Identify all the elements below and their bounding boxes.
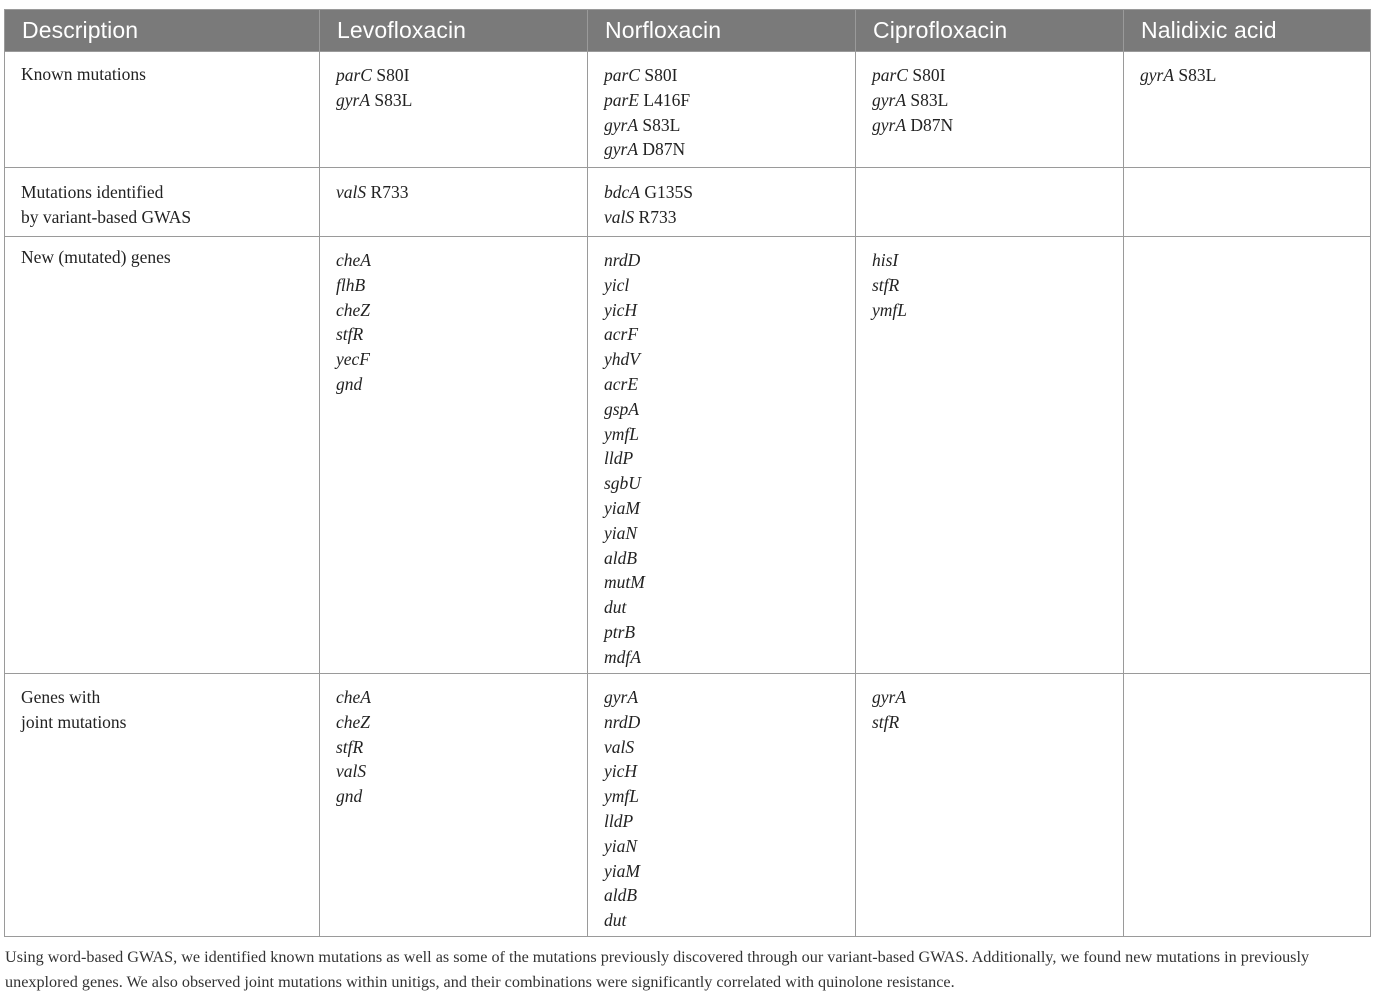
gene-entry — [604, 322, 849, 347]
header-description: Description — [5, 10, 320, 52]
gene-name: nrdD — [604, 250, 641, 270]
gene-entry — [336, 88, 581, 113]
gene-name: yicH — [604, 299, 638, 320]
gene-name: yiaM — [604, 860, 640, 881]
gene-entry — [336, 298, 581, 323]
gene-entry — [604, 809, 849, 834]
gene-name: parE — [604, 89, 639, 110]
gene-entry — [336, 322, 581, 347]
mutation-label: R733 — [638, 206, 677, 227]
gene-name: yiaM — [604, 497, 640, 518]
table-row-variant — [5, 168, 1371, 237]
header-norfloxacin: Norfloxacin — [588, 10, 856, 52]
gene-name: gyrA — [604, 687, 639, 707]
cell-ciprofloxacin — [856, 237, 1124, 674]
gene-name: yiaN — [604, 835, 638, 856]
mutation-label: L416F — [643, 89, 691, 110]
gene-entry — [604, 595, 849, 620]
gene-entry — [336, 685, 581, 710]
mutation-label: D87N — [910, 114, 954, 135]
gene-entry — [604, 685, 849, 710]
gene-name: dut — [604, 910, 627, 931]
gene-name: dut — [604, 597, 627, 618]
gene-entry — [604, 735, 849, 760]
gene-name: flhB — [336, 274, 366, 295]
gene-entry — [604, 273, 849, 298]
gene-entry — [604, 759, 849, 784]
cell-norfloxacin — [588, 674, 856, 937]
gene-name: cheA — [336, 250, 371, 270]
gene-name: gyrA — [872, 687, 907, 707]
gene-name: parC — [872, 65, 908, 85]
gene-entry — [336, 63, 581, 88]
gene-entry — [604, 859, 849, 884]
row-description — [5, 237, 320, 674]
row-description — [5, 168, 320, 237]
cell-nalidixic-acid — [1124, 237, 1371, 674]
gene-name: bdcA — [604, 182, 640, 202]
cell-nalidixic-acid — [1124, 674, 1371, 937]
cell-levofloxacin — [320, 237, 588, 674]
gene-entry — [604, 883, 849, 908]
gene-entry — [604, 63, 849, 88]
gene-name: lldP — [604, 810, 634, 831]
gene-entry — [604, 347, 849, 372]
gene-entry — [872, 63, 1117, 88]
description-line: Known mutations — [21, 64, 146, 84]
gene-name: gyrA — [872, 89, 907, 110]
mutation-label: R733 — [370, 182, 409, 202]
table-row-joint — [5, 674, 1371, 937]
gene-name: acrE — [604, 373, 639, 394]
mutation-label: S80I — [376, 65, 410, 85]
gene-entry — [604, 645, 849, 670]
cell-levofloxacin — [320, 52, 588, 168]
gene-entry — [604, 298, 849, 323]
gene-entry — [604, 784, 849, 809]
gene-name: hisI — [872, 250, 899, 270]
header-row — [5, 10, 1371, 52]
gene-name: nrdD — [604, 711, 641, 732]
gene-name: cheZ — [336, 299, 371, 320]
gene-name: ptrB — [604, 621, 636, 642]
gene-entry — [604, 496, 849, 521]
gene-name: stfR — [872, 274, 900, 295]
gene-name: stfR — [872, 711, 900, 732]
gene-name: yecF — [336, 349, 370, 370]
gene-entry — [872, 273, 1117, 298]
gene-entry — [336, 735, 581, 760]
gene-entry — [336, 784, 581, 809]
gene-entry — [604, 248, 849, 273]
cell-ciprofloxacin — [856, 52, 1124, 168]
gene-name: ymfL — [604, 423, 639, 444]
table-row-new — [5, 237, 1371, 674]
gene-name: gyrA — [604, 114, 639, 135]
gene-entry — [604, 137, 849, 162]
gene-name: yiaN — [604, 522, 638, 543]
cell-nalidixic-acid — [1124, 168, 1371, 237]
gene-name: ymfL — [872, 299, 907, 320]
gene-name: parC — [336, 65, 372, 85]
row-description — [5, 674, 320, 937]
gene-entry — [336, 759, 581, 784]
gene-entry — [872, 685, 1117, 710]
gene-entry — [872, 88, 1117, 113]
gene-name: cheZ — [336, 711, 371, 732]
description-line: joint mutations — [21, 711, 127, 732]
mutation-label: S83L — [374, 89, 413, 110]
gene-name: gspA — [604, 398, 639, 419]
mutation-label: D87N — [642, 139, 686, 160]
header-ciprofloxacin: Ciprofloxacin — [856, 10, 1124, 52]
gene-entry — [604, 546, 849, 571]
gene-name: yhdV — [604, 349, 640, 370]
gene-name: valS — [336, 761, 367, 782]
results-table — [4, 9, 1371, 937]
gene-name: gyrA — [336, 89, 371, 110]
mutation-label: S83L — [910, 89, 949, 110]
gene-entry — [872, 710, 1117, 735]
gene-name: aldB — [604, 885, 638, 906]
table-caption: Using word-based GWAS, we identified known mutations as well as some of the mutations previously discovered through our variant-based GWAS. Additionally, we found new mutations in previously unexplored genes. We also observed joint mutations within unitigs, and their combinations were significantly correlated with quinolone resistance. — [5, 948, 1310, 991]
description-line: by variant-based GWAS — [21, 206, 192, 227]
gene-name: gyrA — [604, 139, 639, 160]
mutation-label: S83L — [642, 114, 681, 135]
cell-norfloxacin — [588, 168, 856, 237]
gene-name: parC — [604, 65, 640, 85]
gene-entry — [604, 113, 849, 138]
gene-entry — [604, 88, 849, 113]
gene-name: acrF — [604, 324, 639, 345]
cell-norfloxacin — [588, 52, 856, 168]
gene-entry — [604, 521, 849, 546]
gene-name: lldP — [604, 448, 634, 469]
gene-entry — [336, 273, 581, 298]
gene-entry — [1140, 63, 1364, 88]
gene-name: yicH — [604, 761, 638, 782]
cell-ciprofloxacin — [856, 168, 1124, 237]
cell-norfloxacin — [588, 237, 856, 674]
mutation-label: S83L — [1178, 65, 1217, 85]
gene-name: gyrA — [872, 114, 907, 135]
gene-entry — [604, 908, 849, 933]
gene-entry — [604, 180, 849, 205]
gene-entry — [872, 298, 1117, 323]
gene-entry — [336, 710, 581, 735]
header-levofloxacin: Levofloxacin — [320, 10, 588, 52]
gene-entry — [604, 205, 849, 230]
description-line: Genes with — [21, 687, 101, 707]
gene-entry — [336, 372, 581, 397]
gene-name: valS — [604, 206, 635, 227]
gene-entry — [872, 248, 1117, 273]
gene-entry — [604, 372, 849, 397]
gene-entry — [336, 248, 581, 273]
gene-entry — [336, 347, 581, 372]
gene-name: ymfL — [604, 786, 639, 807]
gene-name: gnd — [336, 373, 363, 394]
gene-name: valS — [604, 736, 635, 757]
gene-entry — [336, 180, 581, 205]
mutation-label: G135S — [644, 182, 693, 202]
gene-entry — [604, 471, 849, 496]
gene-entry — [604, 446, 849, 471]
description-line: New (mutated) genes — [21, 247, 171, 267]
table-row-known — [5, 52, 1371, 168]
cell-nalidixic-acid — [1124, 52, 1371, 168]
gene-name: mdfA — [604, 646, 641, 667]
gene-name: gnd — [336, 786, 363, 807]
gene-name: mutM — [604, 572, 645, 593]
mutation-label: S80I — [644, 65, 678, 85]
cell-ciprofloxacin — [856, 674, 1124, 937]
gene-entry — [604, 834, 849, 859]
description-line: Mutations identified — [21, 182, 164, 202]
row-description — [5, 52, 320, 168]
gene-name: valS — [336, 182, 367, 202]
gene-name: sgbU — [604, 473, 641, 494]
gene-entry — [604, 620, 849, 645]
gene-name: cheA — [336, 687, 371, 707]
gene-name: stfR — [336, 736, 364, 757]
gene-name: stfR — [336, 324, 364, 345]
gene-entry — [604, 570, 849, 595]
gene-entry — [604, 710, 849, 735]
header-nalidixic-acid: Nalidixic acid — [1124, 10, 1371, 52]
gene-name: gyrA — [1140, 65, 1175, 85]
mutation-label: S80I — [912, 65, 946, 85]
gene-entry — [604, 422, 849, 447]
gene-entry — [872, 113, 1117, 138]
gene-name: yicl — [604, 274, 630, 295]
gene-entry — [604, 397, 849, 422]
gene-name: aldB — [604, 547, 638, 568]
cell-levofloxacin — [320, 674, 588, 937]
cell-levofloxacin — [320, 168, 588, 237]
